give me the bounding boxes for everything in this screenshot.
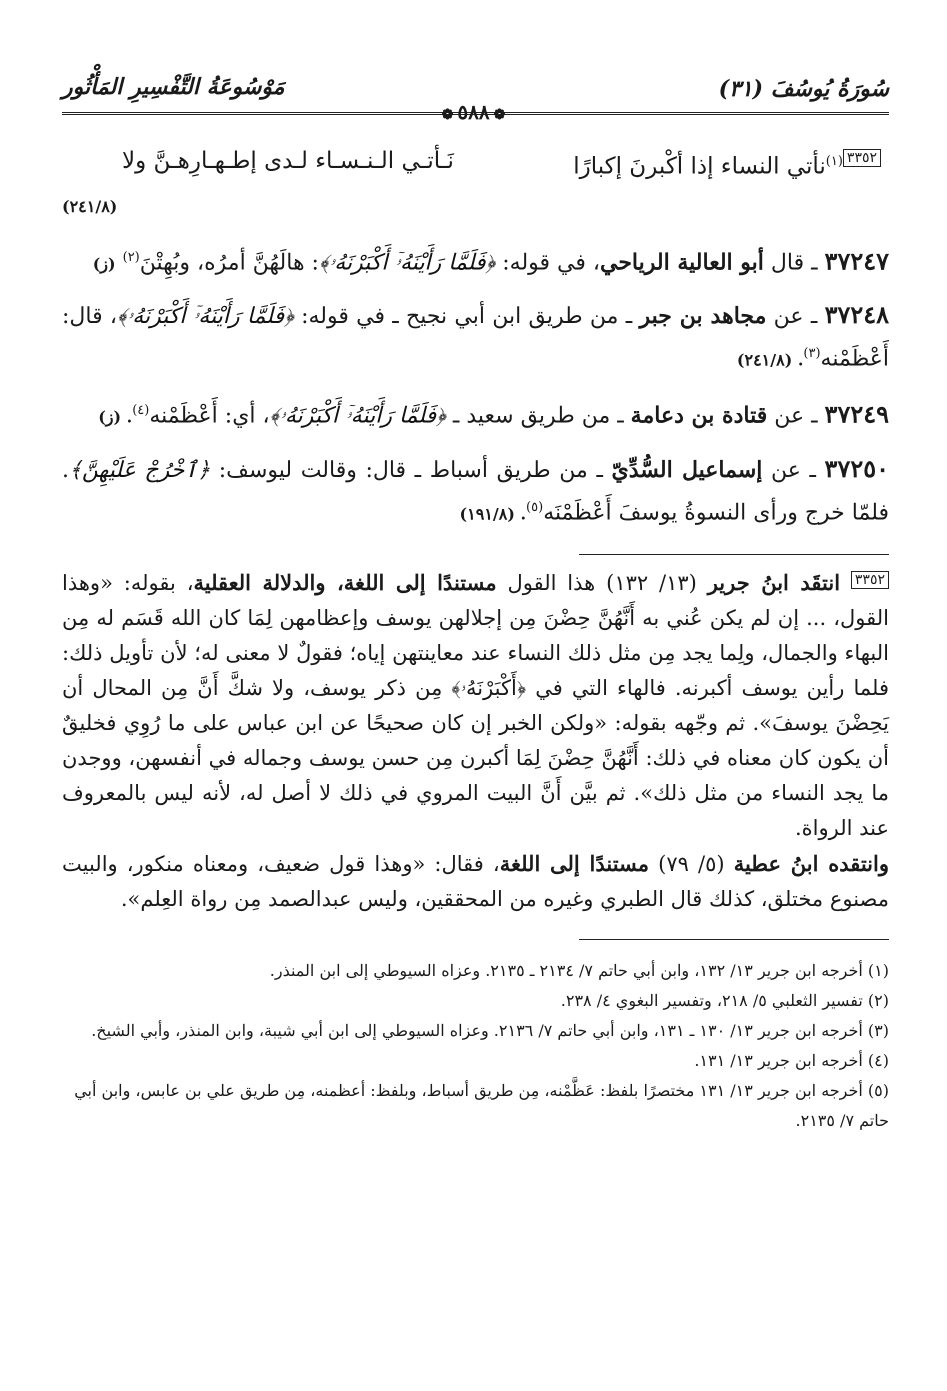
- section-rule: [579, 554, 889, 555]
- footnote-ref: (١): [825, 154, 843, 169]
- entry-text: ـ عن: [766, 303, 818, 329]
- narrator-name: إسماعيل السُّدِّيّ: [611, 456, 763, 483]
- entry-reference: (ز): [92, 253, 116, 273]
- commentary-emphasis: مستندًا إلى اللغة: [499, 850, 650, 876]
- commentary-lead: انتقَد ابنُ جرير: [707, 569, 841, 595]
- commentary-text: ، بقوله:: [123, 570, 194, 595]
- footnotes: [62, 956, 889, 1136]
- commentary-body: «وهذا القول، ... إن لم يكن عُني به أَنَّهُنَّ حِضْنَ مِن إجلالهن يوسف وإعظامهن لِمَا كان الله قَسَم له مِن البهاء والجمال، ولِما يجد مِن مثل ذلك النساء عند معاينتهن إياه؛ فقولٌ لا معنى له؛ لأن تأويل ذلك: فلما رأين يوسف أكبرنه. فالهاء التي في ﴿أَكْبَرْنَهُۥ﴾ مِن ذكر يوسف، ولا شكَّ أَنَّ مِن المحال أن يَحِضْنَ يوسفَ». ثم وجّهه بقوله: «ولكن الخبر إن كان صحيحًا عن ابن عباس على ما رُوِي فخليقٌ أن يكون كان معناه في ذلك: أَنَّهُنَّ حِضْنَ لِمَا أكبرن مِن حسن يوسف وجماله في أنفسهن، ووجدن ما يجد النساء من مثل ذلك». ثم بيَّن أَنَّ البيت المروي في ذلك لا أصل له، لأنه ليس بالمعروف عند الرواة.: [62, 570, 889, 840]
- quran-quote: ﴿ٱخْرُجْ عَلَيْهِنَّ﴾: [69, 457, 211, 483]
- main-content: [62, 143, 889, 1136]
- quran-quote: ﴿فَلَمَّا رَأَيْنَهُۥٓ أَكْبَرْنَهُۥ﴾: [318, 249, 496, 275]
- entry-number: ٣٧٢٥٠: [824, 453, 889, 483]
- commentary-ref: (٥/ ٧٩): [649, 851, 734, 876]
- quran-quote: ﴿فَلَمَّا رَأَيْنَهُۥٓ أَكْبَرْنَهُۥ﴾: [117, 303, 294, 329]
- verse-hemistich-2: نَـأتـي الـنـسـاء لـدى إطـهـارِهـنَّ ولا: [122, 148, 454, 174]
- footnote: (٣) أخرجه ابن جرير ١٣/ ١٣٠ ـ ١٣١، وابن أبي حاتم ٧/ ٢١٣٦. وعزاه السيوطي إلى ابن أبي شيبة، وابن المنذر، وأبي الشيخ.: [91, 1020, 889, 1040]
- surah-title: سُورَةُ يُوسُفَ (٣١): [718, 76, 889, 102]
- entry-text: ، في قوله:: [495, 249, 600, 275]
- verse-reference: (٢٤١/٨): [62, 196, 118, 216]
- page-number-text: ٥٨٨: [457, 100, 490, 124]
- narrator-name: أبو العالية الرياحي: [600, 248, 764, 275]
- commentary-emphasis: مستندًا إلى اللغة، والدلالة العقلية: [193, 569, 497, 595]
- entry-text: . فلمّا خرج ورأى النسوةُ يوسفَ أَعْظَمْنَه: [62, 457, 889, 525]
- page-number: [0, 100, 947, 124]
- entry-reference: . (٢٤١/٨): [736, 350, 804, 370]
- footnote-ref: (٥): [526, 499, 544, 515]
- entry-text: ـ من طريق أسباط ـ قال: وقالت ليوسف:: [210, 457, 612, 483]
- commentary-ref: (١٣/ ١٣٢): [595, 570, 708, 595]
- entry-text: ، أي: أَعْظَمْنه: [149, 403, 270, 429]
- footnote-rule: [579, 939, 889, 940]
- entry-text: : هالَهُنَّ أمرُه، وبُهِتْنَ: [139, 249, 319, 275]
- entry-reference: . (١٩١/٨): [459, 503, 527, 523]
- entry-number: ٣٧٢٤٨: [824, 299, 890, 329]
- hadith-entry: [62, 296, 889, 378]
- hadith-entry: [62, 392, 889, 435]
- entry-reference: . (ز): [98, 407, 133, 427]
- footnote-ref: (٢): [122, 249, 140, 265]
- commentary-text: هذا القول: [496, 570, 596, 595]
- footnote: (٤) أخرجه ابن جرير ١٣/ ١٣١.: [694, 1050, 889, 1070]
- ornament-icon: ❁: [441, 107, 454, 123]
- quran-quote: ﴿فَلَمَّا رَأَيْنَهُۥٓ أَكْبَرْنَهُۥ﴾: [269, 403, 446, 429]
- entry-number: ٣٧٢٤٧: [824, 245, 889, 275]
- footnote: (٥) أخرجه ابن جرير ١٣/ ١٣١ مختصرًا بلفظ: عَظَّمْنه، مِن طريق أسباط، وبلفظ: أعظمنه، مِن طريق علي بن عابس، وابن أبي حاتم ٧/ ٢١٣٥.: [74, 1080, 889, 1130]
- entry-text: ـ من طريق سعيد ـ: [445, 403, 631, 429]
- entry-text: ـ من طريق ابن أبي نجيح ـ في قوله:: [293, 303, 640, 329]
- entry-text: ، قال: أَعْظَمْنه: [62, 303, 889, 372]
- commentary-text: ، فقال: «وهذا قول ضعيف، ومعناه منكور، والبيت مصنوع مختلق، كذلك قال الطبري وغيره من المحققين، وليس عبدالصمد مِن رواة العِلم».: [62, 851, 889, 911]
- ornament-icon: ❁: [493, 107, 506, 123]
- narrator-name: مجاهد بن جبر: [639, 302, 767, 329]
- commentary-tag: ٣٣٥٢: [851, 571, 889, 589]
- commentary-block: [62, 565, 889, 917]
- footnote-ref: (٤): [132, 403, 150, 419]
- verse-hemistich-1: [573, 143, 881, 186]
- poetry-verse: [62, 143, 889, 186]
- entry-text: ـ عن: [762, 457, 816, 483]
- hemistich-text: نأتي النساء إذا أكْبرنَ إكبارًا: [573, 153, 826, 180]
- narrator-name: قتادة بن دعامة: [630, 402, 768, 429]
- footnote-ref: (٣): [803, 345, 821, 361]
- book-title: مَوْسُوعَةُ التَّفْسِيرِ المَأْثُور: [62, 74, 285, 100]
- footnote: (٢) تفسير الثعلبي ٥/ ٢١٨، وتفسير البغوي ٤/ ٢٣٨.: [560, 990, 889, 1010]
- entry-number: ٣٧٢٤٩: [824, 399, 889, 429]
- footnote: (١) أخرجه ابن جرير ١٣/ ١٣٢، وابن أبي حاتم ٧/ ٢١٣٤ ـ ٢١٣٥. وعزاه السيوطي إلى ابن المنذر.: [269, 960, 889, 980]
- entry-text: ـ قال: [763, 249, 818, 275]
- note-tag: ٣٣٥٢: [843, 149, 881, 167]
- hadith-entry: [62, 239, 889, 282]
- hadith-entry: [62, 450, 889, 532]
- entry-text: ـ عن: [767, 403, 818, 429]
- commentary-lead: وانتقده ابنُ عطية: [733, 850, 890, 876]
